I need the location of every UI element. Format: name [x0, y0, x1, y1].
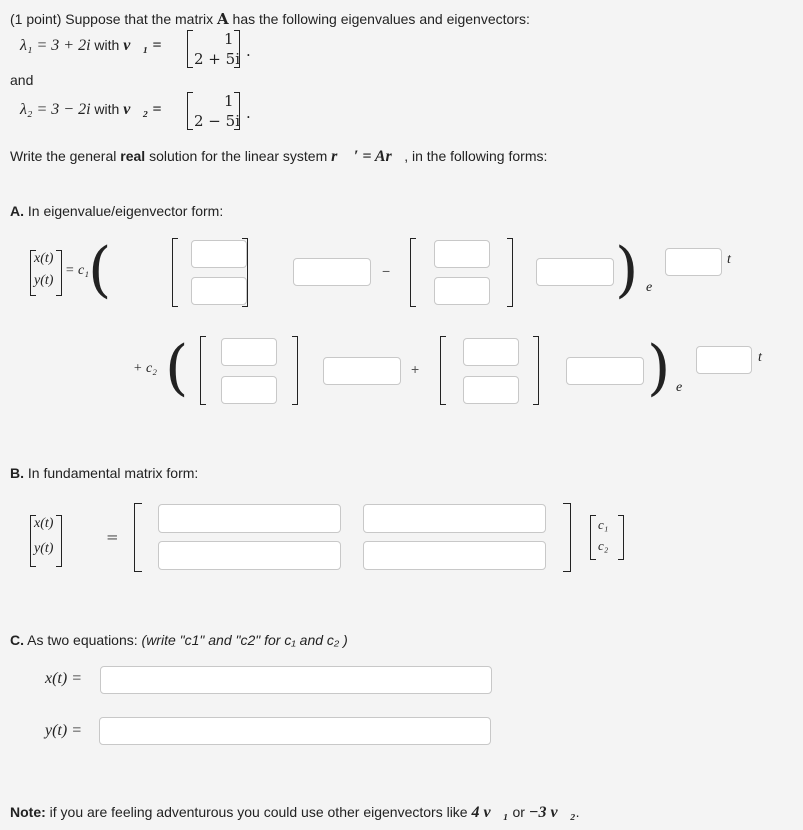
bracket-right: [533, 336, 539, 405]
lambda-1: λ₁ = 3 + 2i: [20, 37, 91, 54]
bracket-left: [410, 238, 416, 307]
y-equation-input[interactable]: [99, 717, 491, 745]
part-a-heading: [10, 203, 223, 219]
a2-vec1-top-input[interactable]: [221, 338, 277, 366]
bracket-right: [563, 503, 571, 572]
part-c-heading: [10, 632, 348, 648]
b-r2c2-input[interactable]: [363, 541, 546, 570]
period: .: [246, 42, 251, 60]
bracket-right: [507, 238, 513, 307]
lhs-x: x(t): [34, 516, 54, 531]
a2-vec2-bottom-input[interactable]: [463, 376, 519, 404]
a1-exponent-input[interactable]: [665, 248, 722, 276]
part-a-text: In eigenvalue/eigenvector form:: [27, 203, 224, 219]
task-end: , in the following forms:: [404, 148, 548, 164]
part-c-text: As two equations:: [27, 632, 138, 648]
open-paren: (: [165, 333, 189, 403]
y-label: y(t) =: [45, 722, 82, 739]
eigen-2: [20, 101, 161, 119]
a1-vec1-bottom-input[interactable]: [191, 277, 247, 305]
eigen-1: [20, 37, 161, 55]
part-a-label: A.: [10, 203, 24, 219]
b-r1c1-input[interactable]: [158, 504, 341, 533]
a2-vec2-top-input[interactable]: [463, 338, 519, 366]
eq-c1: = c₁: [65, 263, 90, 278]
with-2: with: [94, 101, 120, 117]
intro-rest: has the following eigenvalues and eigenvectors:: [232, 11, 530, 27]
lhs-x: x(t): [34, 251, 54, 266]
task-post: solution for the linear system: [149, 148, 328, 164]
intro-points: (1 point) Suppose that the matrix: [10, 11, 214, 27]
a1-vec2-top-input[interactable]: [434, 240, 490, 268]
exp-base: e: [646, 280, 653, 295]
a1-func2-input[interactable]: [536, 258, 614, 286]
with-1: with: [94, 37, 120, 53]
exp-t: t: [758, 350, 762, 365]
task-bold: real: [120, 148, 146, 164]
a2-func1-input[interactable]: [323, 357, 401, 385]
bracket-right: [618, 515, 624, 560]
lhs-y: y(t): [34, 541, 54, 556]
c2: c₂: [598, 538, 609, 553]
bracket-left: [172, 238, 178, 307]
v2-bottom: 2 − 5i: [194, 112, 240, 130]
task-equation: r⃗ ′ = Ar⃗: [331, 148, 405, 165]
a1-vec2-bottom-input[interactable]: [434, 277, 490, 305]
task-pre: Write the general: [10, 148, 117, 164]
b-r2c1-input[interactable]: [158, 541, 341, 570]
bracket-left: [187, 30, 193, 68]
note-v1: 4 v⃗₁: [471, 804, 509, 821]
period: .: [246, 104, 251, 122]
intro-text: [10, 10, 530, 28]
v2-label: v⃗₂ =: [123, 101, 162, 118]
note-or: or: [512, 804, 525, 820]
note: [10, 804, 580, 822]
bracket-right: [56, 250, 62, 296]
open-paren: (: [88, 235, 112, 305]
a2-func2-input[interactable]: [566, 357, 644, 385]
equals: =: [106, 528, 119, 546]
v1-top: 1: [224, 30, 234, 48]
part-b-text: In fundamental matrix form:: [27, 465, 199, 481]
bracket-right: [56, 515, 62, 567]
v1-label: v⃗₁ =: [123, 37, 162, 54]
x-equation-input[interactable]: [100, 666, 492, 694]
close-paren: ): [647, 333, 671, 403]
bracket-right: [292, 336, 298, 405]
close-paren: ): [615, 235, 639, 305]
matrix-symbol: A: [217, 10, 229, 28]
task-text: [10, 148, 547, 166]
part-c-label: C.: [10, 632, 24, 648]
bracket-left: [440, 336, 446, 405]
b-r1c2-input[interactable]: [363, 504, 546, 533]
bracket-left: [200, 336, 206, 405]
note-end: .: [575, 804, 580, 820]
note-label: Note:: [10, 804, 46, 820]
a2-vec1-bottom-input[interactable]: [221, 376, 277, 404]
exp-t: t: [727, 252, 731, 267]
lambda-2: λ₂ = 3 − 2i: [20, 101, 91, 118]
note-v2: −3 v⃗₂: [528, 804, 576, 821]
exp-base: e: [676, 380, 683, 395]
a1-func1-input[interactable]: [293, 258, 371, 286]
plus-c2: + c₂: [133, 361, 158, 376]
lhs-y: y(t): [34, 273, 54, 288]
plus-sign: +: [411, 361, 420, 377]
part-b-label: B.: [10, 465, 24, 481]
v2-top: 1: [224, 92, 234, 110]
bracket-left: [590, 515, 596, 560]
x-label: x(t) =: [45, 670, 82, 687]
note-text: if you are feeling adventurous you could use other eigenvectors like: [49, 804, 468, 820]
minus-sign: −: [382, 263, 391, 279]
and-text: and: [10, 72, 34, 88]
a1-vec1-top-input[interactable]: [191, 240, 247, 268]
v1-bottom: 2 + 5i: [194, 50, 240, 68]
part-b-heading: [10, 465, 198, 481]
bracket-left: [134, 503, 142, 572]
c1: c₁: [598, 517, 609, 532]
part-c-hint: (write "c1" and "c2" for c₁ and c₂ ): [141, 632, 348, 648]
a2-exponent-input[interactable]: [696, 346, 752, 374]
bracket-left: [187, 92, 193, 130]
